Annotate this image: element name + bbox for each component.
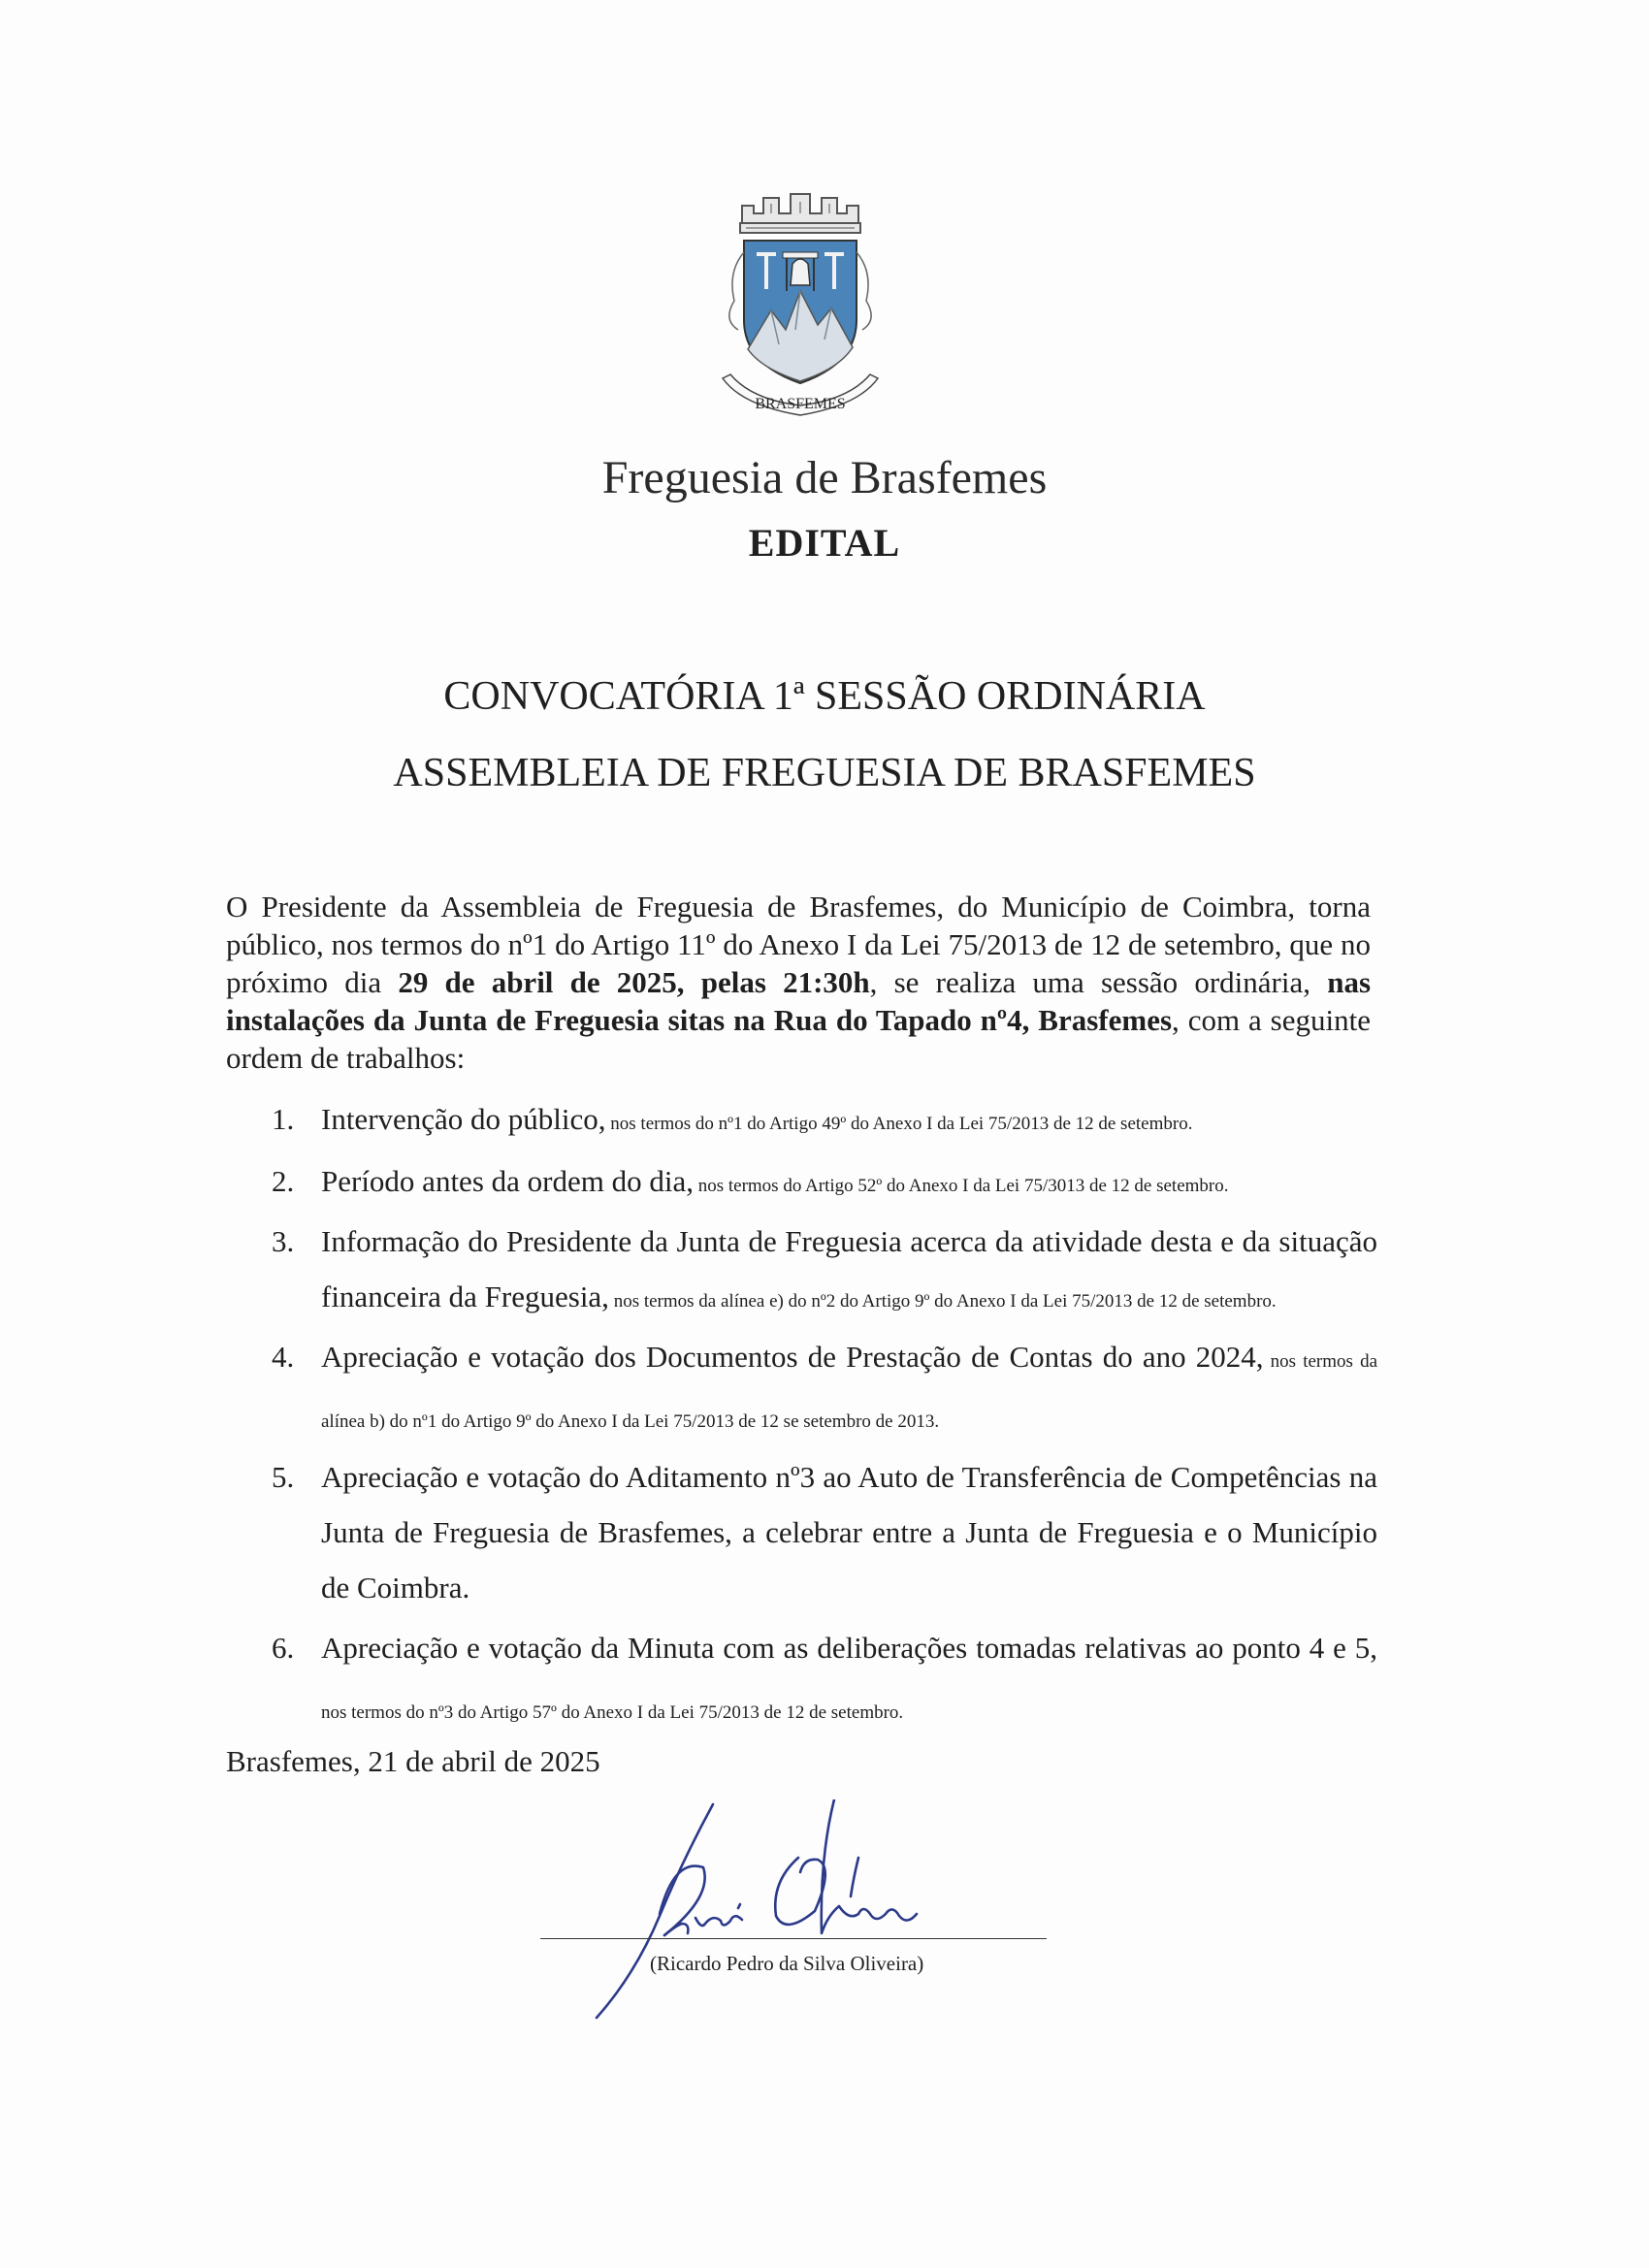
agenda-item-reference: nos termos da alínea e) do nº2 do Artigo 9º do Anexo I da Lei 75/2013 de 12 de setembro. [608,1291,1277,1312]
agenda-item-text: Informação do Presidente da Junta de Freguesia acerca da atividade desta e da situação financeira da Freguesia, [321,1224,1377,1313]
agenda-item-text: Apreciação e votação dos Documentos de Prestação de Contas do ano 2024, [321,1340,1264,1374]
agenda-item [272,1153,1377,1214]
intro-text-1: O Presidente da Assembleia de Freguesia de Brasfemes, do Município de Coimbra, torna público, nos termos do nº1 do Artigo 11º do Anexo I da Lei 75/2013 de 12 de setembro, que no próximo dia [226,890,1371,999]
agenda-item-number: 5. [272,1460,295,1494]
handwritten-signature [567,1799,994,2023]
signatory-name: (Ricardo Pedro da Silva Oliveira) [650,1952,924,1975]
svg-text:BRASFEMES: BRASFEMES [755,396,846,412]
agenda-item-text: Apreciação e votação da Minuta com as deliberações tomadas relativas ao ponto 4 e 5, [321,1631,1377,1665]
agenda-item-number: 2. [272,1164,295,1198]
agenda-item-text: Apreciação e votação do Aditamento nº3 ao Auto de Transferência de Competências na Junta de Freguesia de Brasfemes, a celebrar entre a Junta de Freguesia e o Município de Coimbra. [321,1460,1377,1604]
agenda-list [272,1091,1377,1740]
agenda-item-number: 1. [272,1102,295,1136]
intro-paragraph [226,888,1371,1077]
convocation-title: CONVOCATÓRIA 1ª SESSÃO ORDINÁRIA [443,674,1206,719]
signature-line [540,1938,1047,1939]
agenda-item-number: 4. [272,1340,295,1374]
intro-text-2: , se realiza uma sessão ordinária, [869,965,1328,999]
organization-name: Freguesia de Brasfemes [601,452,1048,503]
agenda-item-reference: nos termos da alínea b) do nº1 do Artigo 9º do Anexo I da Lei 75/2013 de 12 se setembro de 2013. [321,1351,1377,1432]
agenda-item [272,1091,1377,1151]
session-location: nas instalações da Junta de Freguesia sitas na Rua do Tapado nº4, Brasfemes [226,965,1372,1037]
intro-text-3: , com a seguinte ordem de trabalhos: [226,1003,1371,1075]
place-and-date: Brasfemes, 21 de abril de 2025 [226,1744,600,1778]
agenda-item-number: 6. [272,1631,295,1665]
agenda-item-text: Período antes da ordem do dia, [321,1164,694,1198]
agenda-item [272,1620,1377,1740]
agenda-item-reference: nos termos do nº1 do Artigo 49º do Anexo I da Lei 75/2013 de 12 de setembro. [605,1114,1193,1134]
agenda-item-text: Intervenção do público, [321,1102,606,1136]
agenda-item-reference: nos termos do nº3 do Artigo 57º do Anexo I da Lei 75/2013 de 12 de setembro. [321,1702,904,1723]
coat-of-arms-emblem [703,184,897,422]
agenda-item [272,1214,1377,1329]
agenda-item-number: 3. [272,1224,295,1258]
agenda-item [272,1329,1377,1449]
agenda-item-reference: nos termos do Artigo 52º do Anexo I da Lei 75/3013 de 12 de setembro. [693,1176,1229,1196]
assembly-title: ASSEMBLEIA DE FREGUESIA DE BRASFEMES [393,751,1256,795]
session-date-time: 29 de abril de 2025, pelas 21:30h [398,965,870,999]
agenda-item [272,1449,1377,1620]
document-type-title: EDITAL [748,521,901,565]
